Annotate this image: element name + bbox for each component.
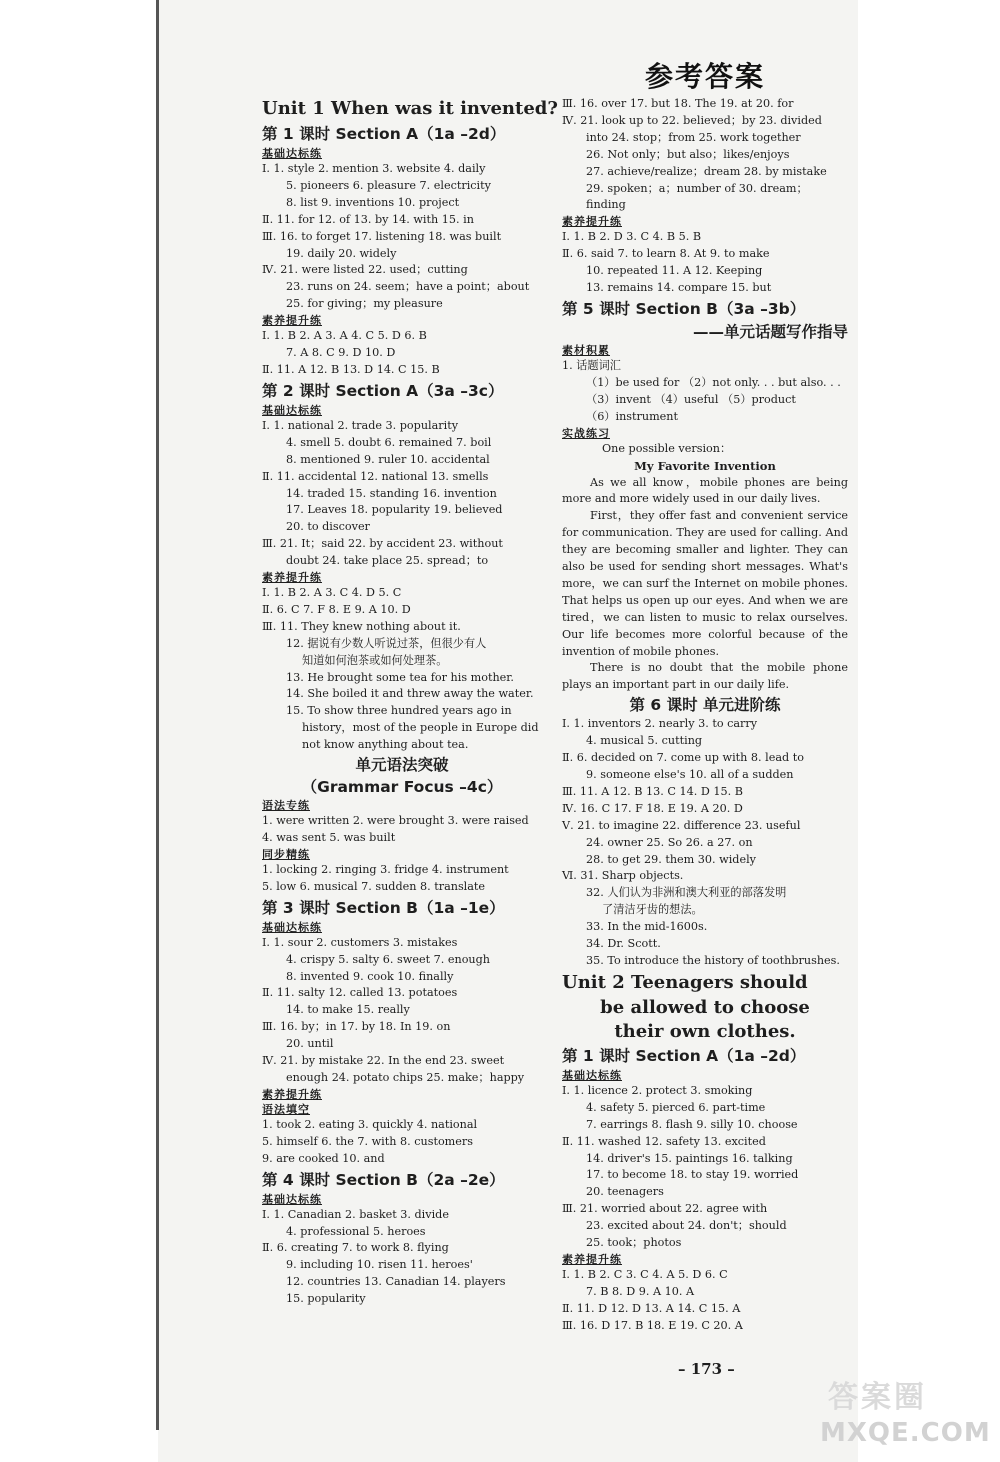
answer-line: not know anything about tea.	[302, 738, 469, 752]
section-label: 基础达标练	[262, 147, 322, 160]
answer-line: 5. himself 6. the 7. with 8. customers	[262, 1134, 474, 1148]
answer-line: 4. crispy 5. salty 6. sweet 7. enough	[286, 952, 490, 966]
answer-line: Ⅲ. 16. to forget 17. listening 18. was built	[262, 229, 502, 243]
answer-line: history，most of the people in Europe did	[302, 721, 539, 735]
answer-line: 7. A 8. C 9. D 10. D	[286, 346, 396, 360]
answer-line: 28. to get 29. them 30. widely	[586, 852, 756, 866]
answer-line: 20. to discover	[286, 520, 370, 534]
answer-line: 4. musical 5. cutting	[586, 734, 703, 748]
answer-line: 10. repeated 11. A 12. Keeping	[586, 264, 763, 278]
lesson-heading: 第 3 课时 Section B（1a –1e）	[262, 898, 505, 917]
answer-line: Ⅱ. 11. salty 12. called 13. potatoes	[262, 986, 458, 1000]
unit-heading-continued: their own clothes.	[614, 1020, 796, 1042]
binding-rule	[156, 0, 159, 1430]
answer-line: （3）invent （4）useful （5）product	[586, 392, 796, 406]
lesson-subheading: ——单元话题写作指导	[692, 322, 848, 341]
answer-line: 17. Leaves 18. popularity 19. believed	[286, 503, 503, 517]
answer-line: enough 24. potato chips 25. make；happy	[286, 1070, 525, 1084]
answer-line: 33. In the mid-1600s.	[586, 920, 708, 934]
answer-line: Ⅰ. 1. national 2. trade 3. popularity	[262, 418, 459, 432]
answer-line: Ⅰ. 1. B 2. D 3. C 4. B 5. B	[562, 230, 702, 244]
answer-line: 14. She boiled it and threw away the water.	[286, 687, 534, 701]
answer-line: 1. locking 2. ringing 3. fridge 4. instrument	[262, 862, 509, 876]
section-label: 素材积累	[562, 343, 610, 357]
answer-line: 34. Dr. Scott.	[586, 937, 661, 951]
answer-line: 17. to become 18. to stay 19. worried	[586, 1168, 799, 1182]
answer-line: 23. excited about 24. don't；should	[586, 1219, 787, 1233]
answer-line: 20. until	[286, 1037, 334, 1051]
answer-line: Ⅲ. 11. A 12. B 13. C 14. D 15. B	[562, 784, 743, 798]
answer-line: Ⅲ. 16. by；in 17. by 18. In 19. on	[262, 1020, 451, 1034]
answer-line: 9. including 10. risen 11. heroes'	[286, 1258, 473, 1272]
answer-line: 13. remains 14. compare 15. but	[586, 281, 772, 295]
answer-line: 7. earrings 8. flash 9. silly 10. choose	[586, 1117, 798, 1131]
answer-line: 1. were written 2. were brought 3. were raised	[262, 814, 529, 828]
answer-line: into 24. stop；from 25. work together	[586, 130, 801, 144]
unit-heading: Unit 2 Teenagers should	[562, 971, 808, 993]
answer-line: Ⅲ. 16. over 17. but 18. The 19. at 20. for	[562, 97, 794, 110]
answer-line: 26. Not only；but also；likes/enjoys	[586, 147, 790, 161]
section-label: 素养提升练	[262, 571, 322, 585]
answer-line: 13. He brought some tea for his mother.	[286, 670, 514, 684]
answer-line: 14. traded 15. standing 16. invention	[286, 486, 497, 500]
answer-line: Ⅱ. 6. said 7. to learn 8. At 9. to make	[562, 247, 770, 261]
answer-line: 7. B 8. D 9. A 10. A	[586, 1284, 695, 1298]
answer-line: Ⅱ. 6. decided on 7. come up with 8. lead to	[562, 751, 804, 765]
answer-line: finding	[586, 198, 626, 212]
answer-line: One possible version：	[602, 441, 732, 455]
answer-line: 20. teenagers	[586, 1185, 664, 1199]
answer-line: Ⅵ. 31. Sharp objects.	[562, 869, 684, 883]
answer-line: 32. 人们认为非洲和澳大利亚的部落发明	[586, 886, 787, 900]
answer-line: 8. invented 9. cook 10. finally	[286, 969, 454, 983]
answer-line: 9. are cooked 10. and	[262, 1151, 385, 1165]
watermark-logo: 答案圈	[828, 1380, 927, 1415]
answer-line: Ⅰ. 1. inventors 2. nearly 3. to carry	[562, 717, 758, 731]
answer-line: 1. took 2. eating 3. quickly 4. national	[262, 1117, 478, 1131]
answer-line: 15. popularity	[286, 1292, 366, 1306]
answer-line: （6）instrument	[586, 409, 678, 423]
answer-line: Ⅱ. 6. creating 7. to work 8. flying	[262, 1241, 449, 1255]
answer-line: 24. owner 25. So 26. a 27. on	[586, 835, 753, 849]
answer-line: Ⅱ. 11. washed 12. safety 13. excited	[562, 1134, 766, 1148]
answer-line: Ⅲ. 21. It；said 22. by accident 23. without	[262, 537, 503, 551]
answer-line: 4. professional 5. heroes	[286, 1224, 426, 1238]
answer-line: Ⅴ. 21. to imagine 22. difference 23. useful	[562, 818, 801, 832]
answer-line: 35. To introduce the history of toothbrushes.	[586, 953, 840, 967]
answer-line: Ⅲ. 16. D 17. B 18. E 19. C 20. A	[562, 1318, 743, 1332]
answer-line: Ⅱ. 11. A 12. B 13. D 14. C 15. B	[262, 362, 440, 376]
lesson-heading: 第 1 课时 Section A（1a –2d）	[562, 1046, 806, 1065]
answer-line: 27. achieve/realize；dream 28. by mistake	[586, 164, 827, 178]
lesson-heading: 第 6 课时 单元进阶练	[629, 696, 781, 715]
answer-line: 19. daily 20. widely	[286, 246, 397, 260]
section-label: 实战练习	[562, 426, 610, 440]
answer-line: Ⅰ. 1. licence 2. protect 3. smoking	[562, 1083, 753, 1097]
answer-line: 4. safety 5. pierced 6. part-time	[586, 1100, 766, 1114]
answer-line: Ⅳ. 21. look up to 22. believed；by 23. divided	[562, 113, 822, 127]
unit-heading-continued: be allowed to choose	[600, 996, 810, 1018]
lesson-heading: 第 1 课时 Section A（1a –2d）	[262, 125, 506, 143]
answer-line: 23. runs on 24. seem；have a point；about	[286, 280, 530, 294]
lesson-heading: 单元语法突破	[355, 756, 449, 775]
answer-line: Ⅳ. 21. by mistake 22. In the end 23. sweet	[262, 1054, 505, 1068]
unit-heading: Unit 1 When was it invented?	[262, 98, 558, 119]
lesson-heading: 第 5 课时 Section B（3a –3b）	[562, 299, 806, 318]
essay-paragraph: There is no doubt that the mobile phone plays an important part in our daily life.	[562, 661, 848, 692]
answer-line: 25. took；photos	[586, 1236, 682, 1250]
answer-line: 4. smell 5. doubt 6. remained 7. boil	[286, 435, 492, 449]
section-label: 基础达标练	[262, 920, 322, 934]
answer-line: Ⅰ. 1. B 2. C 3. C 4. A 5. D 6. C	[562, 1267, 728, 1281]
answer-line: Ⅰ. 1. sour 2. customers 3. mistakes	[262, 935, 458, 949]
essay-title: My Favorite Invention	[634, 458, 776, 473]
essay-paragraph: As we all know，mobile phones are being more and more widely used in our daily lives.	[562, 475, 848, 506]
answer-line: 14. driver's 15. paintings 16. talking	[586, 1151, 793, 1165]
section-label: 基础达标练	[562, 1068, 622, 1082]
section-label: 语法填空	[262, 1102, 310, 1116]
answer-line: Ⅱ. 11. for 12. of 13. by 14. with 15. in	[262, 212, 474, 226]
section-label: 基础达标练	[262, 403, 322, 417]
answer-line: 8. mentioned 9. ruler 10. accidental	[286, 452, 490, 466]
answer-line: 知道如何泡茶或如何处理茶。	[302, 653, 448, 667]
answer-line: doubt 24. take place 25. spread；to	[286, 554, 489, 568]
answer-line: 8. list 9. inventions 10. project	[286, 195, 460, 209]
answer-line: 4. was sent 5. was built	[262, 831, 396, 844]
essay-paragraph: First，they offer fast and convenient service for communication. They are used for calling. And they are becoming smaller and lighter. They can also be used for sending short messages. What's more，we can surf the Internet on mobile phones. That helps us open up our eyes. And when we are tired，we can listen to music to relax ourselves. Our life becomes more colorful because of the invention of mobile phones.	[562, 509, 848, 658]
section-label: 基础达标练	[262, 1192, 322, 1206]
answer-line: 12. countries 13. Canadian 14. players	[286, 1275, 506, 1289]
section-label: 同步精练	[262, 847, 310, 861]
answer-line: Ⅳ. 16. C 17. F 18. E 19. A 20. D	[562, 801, 743, 815]
lesson-heading: （Grammar Focus –4c）	[301, 778, 503, 797]
section-label: 素养提升练	[262, 314, 322, 328]
answer-line: Ⅳ. 21. were listed 22. used；cutting	[262, 263, 468, 277]
answer-line: Ⅱ. 11. accidental 12. national 13. smells	[262, 469, 489, 483]
answer-line: 5. low 6. musical 7. sudden 8. translate	[262, 879, 486, 893]
section-label: 素养提升练	[562, 215, 622, 229]
page-title: 参考答案	[645, 60, 766, 93]
answer-line: Ⅰ. 1. B 2. A 3. C 4. D 5. C	[262, 586, 402, 600]
left-column	[262, 96, 558, 1308]
answer-line: 15. To show three hundred years ago in	[286, 704, 512, 718]
watermark-site: MXQE.COM	[820, 1418, 991, 1448]
answer-line: 5. pioneers 6. pleasure 7. electricity	[286, 178, 491, 192]
answer-line: （1）be used for （2）not only. . . but also. . .	[586, 375, 841, 389]
answer-line: Ⅲ. 11. They knew nothing about it.	[262, 619, 461, 633]
answer-line: Ⅲ. 21. worried about 22. agree with	[562, 1202, 768, 1216]
section-label: 素养提升练	[262, 1087, 322, 1101]
answer-line: Ⅰ. 1. Canadian 2. basket 3. divide	[262, 1207, 449, 1221]
right-column	[562, 96, 848, 1335]
page-number: – 173 –	[678, 1360, 735, 1378]
answer-line: Ⅱ. 11. D 12. D 13. A 14. C 15. A	[562, 1301, 741, 1315]
answer-line: 25. for giving；my pleasure	[286, 297, 443, 311]
lesson-heading: 第 2 课时 Section A（3a –3c）	[262, 381, 504, 400]
answer-line: 1. 话题词汇	[562, 358, 621, 372]
answer-line: Ⅰ. 1. style 2. mention 3. website 4. daily	[262, 162, 486, 175]
answer-line: 12. 据说有少数人听说过茶，但很少有人	[286, 636, 487, 650]
section-label: 语法专练	[262, 799, 310, 813]
answer-line: Ⅱ. 6. C 7. F 8. E 9. A 10. D	[262, 602, 411, 616]
section-label: 素养提升练	[562, 1252, 622, 1266]
answer-line: 了清洁牙齿的想法。	[602, 903, 703, 917]
lesson-heading: 第 4 课时 Section B（2a –2e）	[262, 1170, 505, 1189]
answer-line: 14. to make 15. really	[286, 1003, 410, 1017]
answer-line: 9. someone else's 10. all of a sudden	[586, 768, 794, 781]
answer-line: Ⅰ. 1. B 2. A 3. A 4. C 5. D 6. B	[262, 329, 427, 343]
answer-line: 29. spoken；a；number of 30. dream；	[586, 181, 808, 195]
